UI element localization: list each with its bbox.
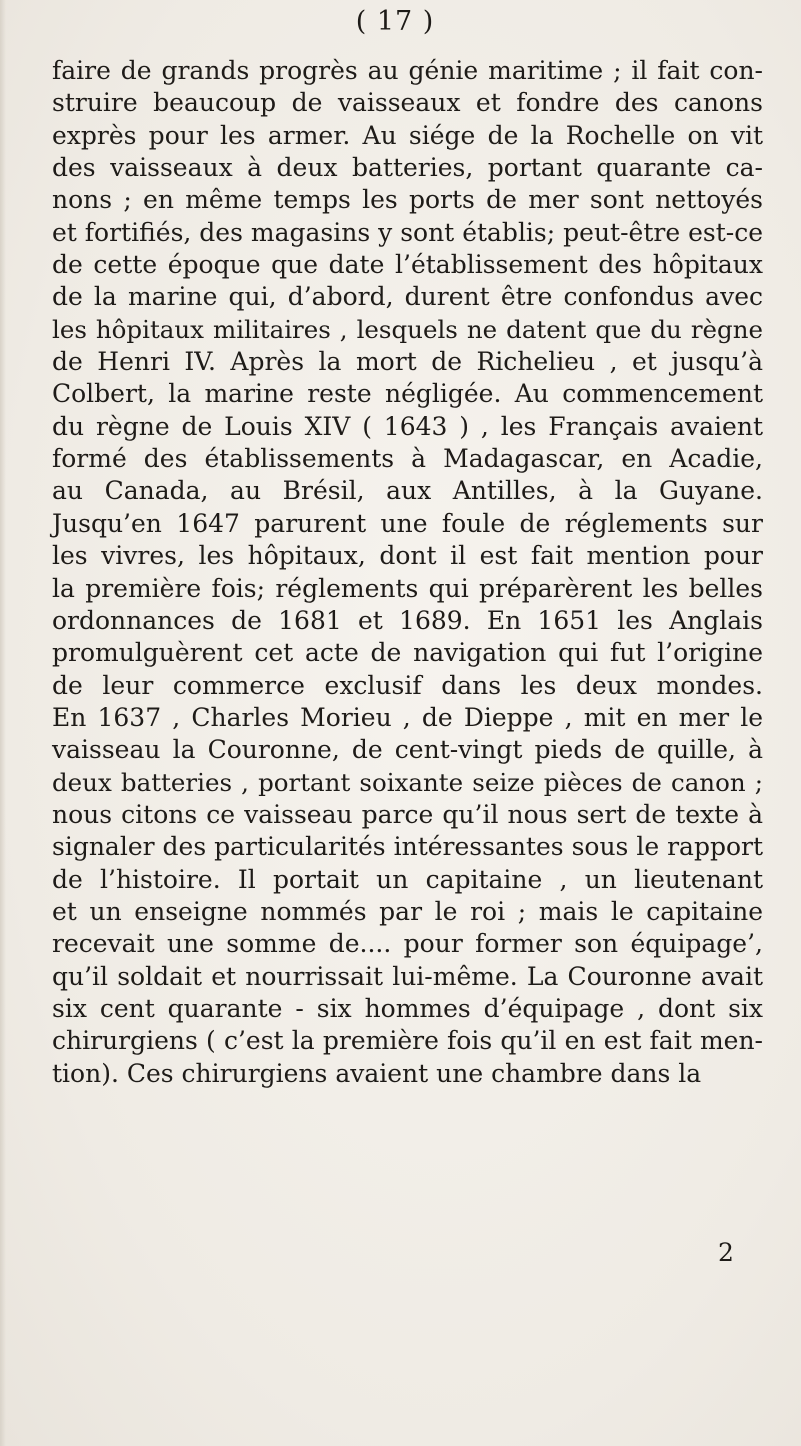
text-line: ordonnances de 1681 et 1689. En 1651 les Anglais — [52, 605, 763, 635]
text-line: recevait une somme de.... pour former son équipage’, — [52, 929, 763, 959]
text-line: promulguèrent cet acte de navigation qui fut l’origine — [52, 638, 763, 668]
body-text — [52, 55, 763, 1090]
text-line: tion). Ces chirurgiens avaient une chambre dans la — [52, 1058, 702, 1088]
text-line: de leur commerce exclusif dans les deux mondes. — [52, 670, 763, 700]
text-line: la première fois; réglements qui préparèrent les belles — [52, 573, 763, 603]
text-line: chirurgiens ( c’est la première fois qu’il en est fait men- — [52, 1026, 763, 1056]
text-line: six cent quarante - six hommes d’équipage , dont six — [52, 993, 763, 1023]
text-line: vaisseau la Couronne, de cent-vingt pieds de quille, à — [52, 735, 763, 765]
text-line: struire beaucoup de vaisseaux et fondre des canons — [52, 88, 763, 118]
text-line: et un enseigne nommés par le roi ; mais le capitaine — [52, 896, 763, 926]
text-line: des vaisseaux à deux batteries, portant quarante ca- — [52, 153, 763, 183]
text-line: au Canada, au Brésil, aux Antilles, à la Guyane. — [52, 476, 763, 506]
text-line: les hôpitaux militaires , lesquels ne datent que du règne — [52, 314, 763, 344]
text-line: deux batteries , portant soixante seize pièces de canon ; — [52, 767, 763, 797]
text-line: faire de grands progrès au génie maritime ; il fait con- — [52, 56, 763, 85]
text-line: exprès pour les armer. Au siége de la Rochelle on vit — [52, 120, 763, 150]
text-line: Colbert, la marine reste négligée. Au commencement — [52, 379, 763, 409]
text-line: Jusqu’en 1647 parurent une foule de réglements sur — [52, 508, 763, 538]
text-line: signaler des particularités intéressantes sous le rapport — [52, 832, 763, 862]
text-line: qu’il soldait et nourrissait lui-même. La Couronne avait — [52, 961, 763, 991]
text-line: de la marine qui, d’abord, durent être confondus avec — [52, 282, 763, 312]
text-line: nons ; en même temps les ports de mer sont nettoyés — [52, 185, 763, 215]
text-line: En 1637 , Charles Morieu , de Dieppe , mit en mer le — [52, 702, 763, 732]
text-line: nous citons ce vaisseau parce qu’il nous sert de texte à — [52, 799, 763, 829]
text-line: de cette époque que date l’établissement des hôpitaux — [52, 250, 763, 280]
text-line: et fortifiés, des magasins y sont établis; peut-être est-ce — [52, 217, 763, 247]
page-number: ( 17 ) — [355, 6, 435, 37]
text-line: de l’histoire. Il portait un capitaine , un lieutenant — [52, 864, 763, 894]
text-line: les vivres, les hôpitaux, dont il est fait mention pour — [52, 541, 763, 571]
text-line: formé des établissements à Madagascar, en Acadie, — [52, 444, 763, 474]
signature-mark: 2 — [718, 1238, 734, 1267]
binding-shadow — [0, 0, 6, 1446]
text-line: de Henri IV. Après la mort de Richelieu , et jusqu’à — [52, 347, 763, 377]
text-line: du règne de Louis XIV ( 1643 ) , les Français avaient — [52, 411, 763, 441]
